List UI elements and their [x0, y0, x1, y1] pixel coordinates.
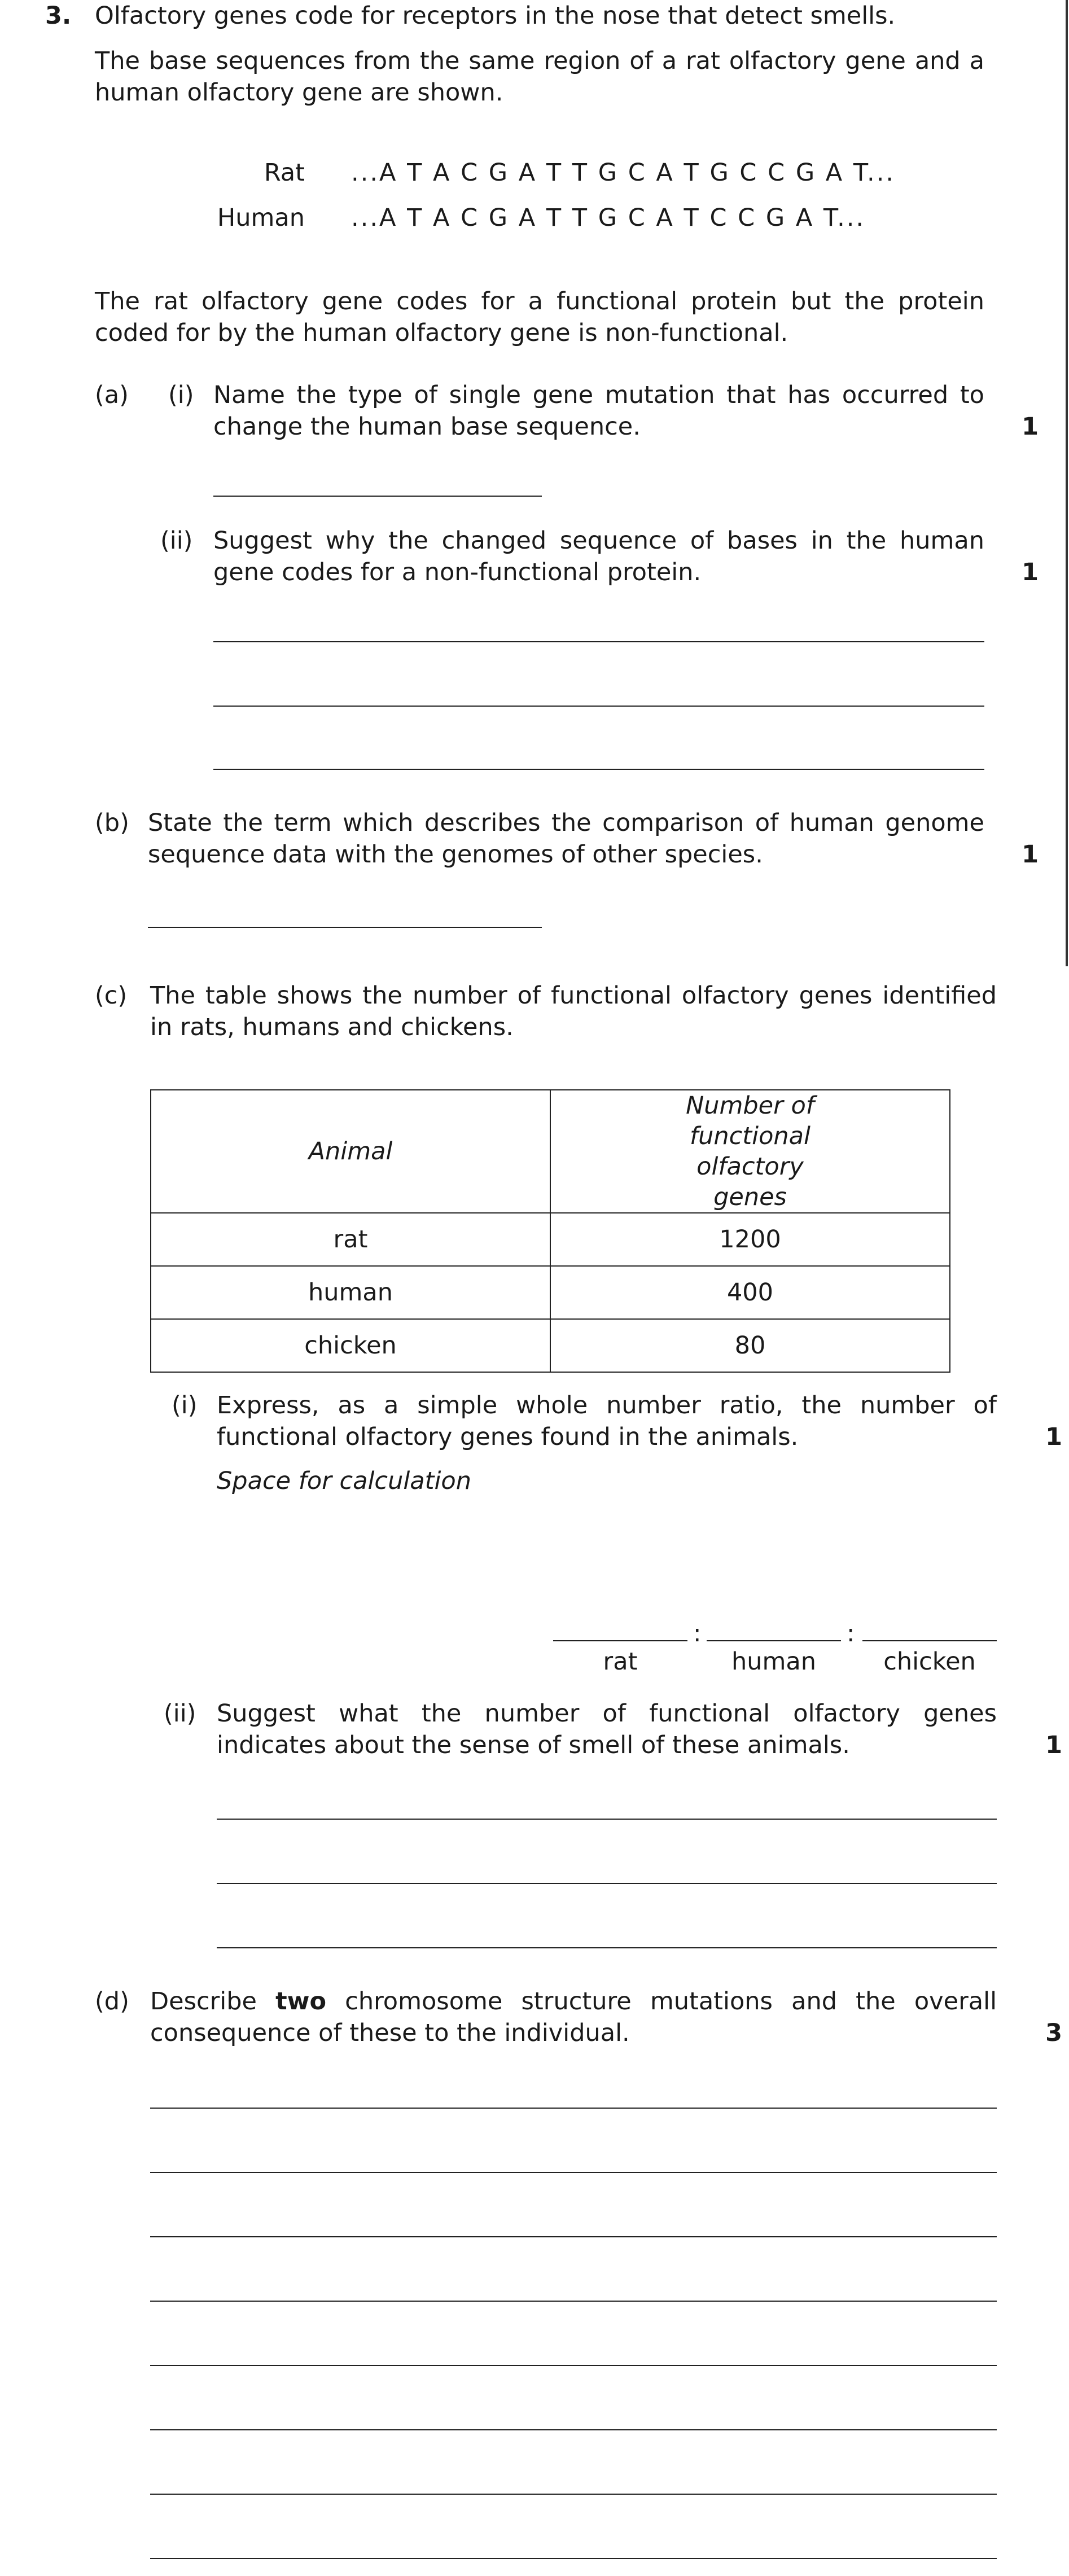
- ratio-line-chicken[interactable]: [862, 1640, 997, 1641]
- ratio-separator: :: [847, 1619, 855, 1648]
- table-row: [151, 1213, 950, 1266]
- answer-line-c-ii-3[interactable]: [217, 1947, 997, 1948]
- table-row: [151, 1266, 950, 1319]
- part-a-ii-label: (ii): [160, 527, 193, 555]
- ratio-separator: :: [693, 1619, 702, 1648]
- part-a-i-label: (i): [168, 381, 194, 409]
- part-a-ii-text: Suggest why the changed sequence of bases in the human gene codes for a non-functional protein.: [213, 527, 984, 586]
- answer-line-c-ii-2[interactable]: [217, 1883, 997, 1884]
- answer-line-d-4[interactable]: [150, 2301, 997, 2302]
- question-intro: Olfactory genes code for receptors in the nose that detect smells.: [95, 2, 896, 30]
- answer-line-c-ii-1[interactable]: [217, 1819, 997, 1820]
- part-a-label: (a): [95, 381, 129, 409]
- table-cell-genes: 1200: [550, 1213, 950, 1266]
- human-sequence: ...A T A C G A T T G C A T C C G A T...: [351, 204, 866, 232]
- part-d-text-before: Describe: [150, 1987, 257, 2016]
- table-header-genes: [550, 1090, 950, 1213]
- table-row: [151, 1319, 950, 1372]
- page-margin-rule: [1066, 0, 1068, 966]
- part-d-marks: 3: [1045, 2019, 1062, 2047]
- table-cell-animal: rat: [151, 1213, 550, 1266]
- answer-line-d-1[interactable]: [150, 2108, 997, 2109]
- part-d-text: [150, 1986, 997, 2049]
- answer-line-d-6[interactable]: [150, 2429, 997, 2430]
- part-a-i-marks: 1: [1022, 413, 1039, 441]
- human-sequence-label: Human: [217, 204, 305, 232]
- part-b-label: (b): [95, 809, 129, 837]
- part-c-i-text: Express, as a simple whole number ratio, the number of functional olfactory genes found in the animals.: [217, 1391, 997, 1451]
- table-cell-genes: 400: [550, 1266, 950, 1319]
- calculation-space-label: Space for calculation: [217, 1467, 471, 1495]
- question-number: 3.: [45, 2, 72, 30]
- part-c-ii-marks: 1: [1045, 1731, 1062, 1759]
- part-b-marks: 1: [1022, 840, 1039, 869]
- part-d-text-after: chromosome structure mutations and the overall consequence of these to the individual.: [150, 1987, 997, 2047]
- part-d-label: (d): [95, 1987, 129, 2016]
- part-c-label: (c): [95, 982, 128, 1010]
- ratio-line-rat[interactable]: [553, 1640, 687, 1641]
- part-d-text-bold: two: [275, 1987, 326, 2016]
- part-b-text: State the term which describes the comparison of human genome sequence data with the genomes of other species.: [148, 809, 984, 869]
- answer-line-a-ii-1[interactable]: [213, 641, 984, 642]
- part-c-text: The table shows the number of functional olfactory genes identified in rats, humans and chickens.: [150, 982, 997, 1041]
- part-c-ii-text: Suggest what the number of functional olfactory genes indicates about the sense of smell of these animals.: [217, 1699, 997, 1759]
- ratio-line-human[interactable]: [707, 1640, 841, 1641]
- answer-line-b[interactable]: [148, 927, 542, 928]
- rat-sequence: ...A T A C G A T T G C A T G C C G A T...: [351, 159, 896, 187]
- ratio-label-chicken: chicken: [883, 1648, 976, 1676]
- rat-sequence-label: Rat: [264, 159, 305, 187]
- part-a-i-text: Name the type of single gene mutation that has occurred to change the human base sequence.: [213, 381, 984, 441]
- table-cell-animal: chicken: [151, 1319, 550, 1372]
- answer-line-a-i[interactable]: [213, 496, 542, 497]
- table-cell-genes: 80: [550, 1319, 950, 1372]
- olfactory-genes-table: [150, 1089, 950, 1373]
- table-header-genes-text: Number of functional olfactory genes: [686, 1092, 814, 1211]
- answer-line-d-5[interactable]: [150, 2365, 997, 2366]
- sequences-intro: The base sequences from the same region of a rat olfactory gene and a human olfactory gene are shown.: [95, 47, 984, 107]
- answer-line-a-ii-3[interactable]: [213, 769, 984, 770]
- answer-line-d-8[interactable]: [150, 2558, 997, 2559]
- answer-line-d-3[interactable]: [150, 2236, 997, 2237]
- answer-line-d-7[interactable]: [150, 2494, 997, 2495]
- part-c-i-marks: 1: [1045, 1423, 1062, 1451]
- part-c-ii-label: (ii): [164, 1699, 196, 1728]
- context-text: The rat olfactory gene codes for a functional protein but the protein coded for by the human olfactory gene is non-functional.: [95, 287, 984, 347]
- answer-line-a-ii-2[interactable]: [213, 706, 984, 707]
- ratio-label-human: human: [731, 1648, 816, 1676]
- table-cell-animal: human: [151, 1266, 550, 1319]
- table-header-animal: Animal: [151, 1090, 550, 1213]
- part-c-i-label: (i): [172, 1391, 198, 1420]
- part-a-ii-marks: 1: [1022, 558, 1039, 586]
- table-header-row: [151, 1090, 950, 1213]
- answer-line-d-2[interactable]: [150, 2172, 997, 2173]
- ratio-label-rat: rat: [603, 1648, 638, 1676]
